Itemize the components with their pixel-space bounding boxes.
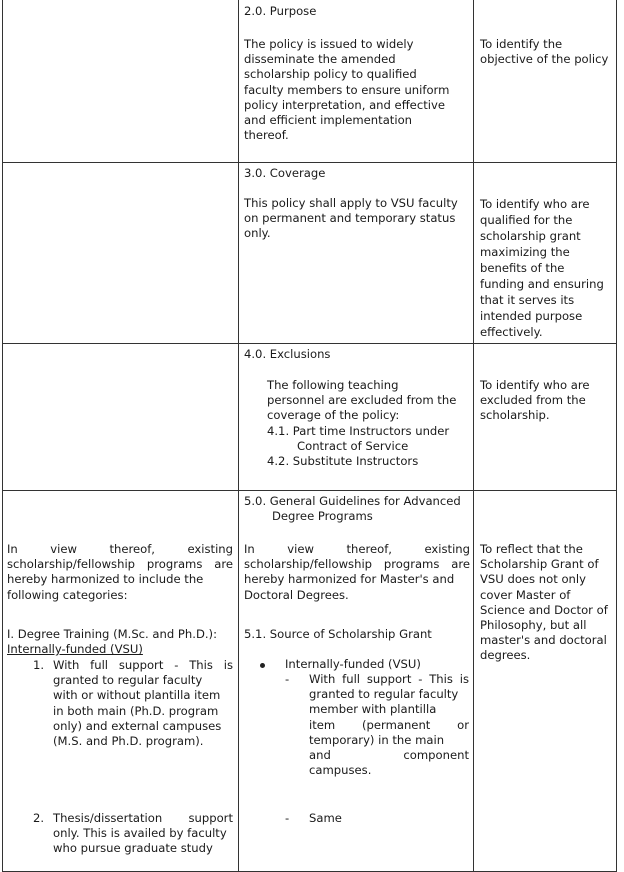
coverage-rationale-cell	[474, 163, 617, 344]
internally-funded-bullet: Internally-funded (VSU)	[285, 657, 421, 671]
item1-number: 1.	[33, 658, 45, 672]
source-of-grant-subheading: 5.1. Source of Scholarship Grant	[244, 627, 432, 641]
purpose-rationale: To identify the objective of the policy	[480, 37, 609, 67]
new-full-support: With full support - This is granted to regular faculty member with plantilla item (permanent or temporary) in the main and component campuses.	[309, 672, 469, 778]
guidelines-heading: 5.0. General Guidelines for Advanced Degree Programs	[244, 494, 461, 524]
purpose-body: The policy is issued to widely disseminate the amended scholarship policy to qualified faculty members to ensure uniform policy interpretation, and effective and efficient implementation thereof.	[244, 37, 450, 143]
item1-full-support: With full support - This is granted to regular faculty with or without plantilla item in both main (Ph.D. program only) and external campuses (M.S. and Ph.D. program).	[53, 658, 233, 749]
purpose-rationale-cell	[474, 0, 617, 163]
exclusions-intro: The following teaching personnel are excluded from the coverage of the policy:	[267, 378, 457, 423]
coverage-old-cell	[3, 163, 239, 344]
coverage-new-cell	[239, 163, 474, 344]
guidelines-old-intro: In view thereof, existing scholarship/fellowship programs are hereby harmonized to include the following categories:	[7, 542, 233, 602]
row-purpose	[3, 0, 617, 163]
row-coverage	[3, 163, 617, 344]
bullet-icon	[260, 663, 265, 668]
item2-number: 2.	[33, 811, 45, 825]
coverage-body: This policy shall apply to VSU faculty on permanent and temporary status only.	[244, 196, 458, 241]
guidelines-new-intro: In view thereof, existing scholarship/fellowship programs are hereby harmonized for Master's and Doctoral Degrees.	[244, 542, 470, 602]
coverage-rationale: To identify who are qualified for the scholarship grant maximizing the benefits of the funding and ensuring that it serves its intended purpose effectively.	[480, 197, 604, 339]
dash-marker: -	[285, 672, 290, 686]
guidelines-rationale-cell	[474, 491, 617, 872]
coverage-heading: 3.0. Coverage	[244, 166, 326, 180]
guidelines-old-cell	[3, 491, 239, 872]
same-label: Same	[309, 811, 342, 825]
internally-funded-label: Internally-funded (VSU)	[7, 642, 143, 657]
purpose-old-cell	[3, 0, 239, 163]
exclusions-rationale-cell	[474, 344, 617, 491]
row-exclusions	[3, 344, 617, 491]
policy-comparison-table	[2, 0, 617, 872]
exclusions-new-cell	[239, 344, 474, 491]
purpose-heading: 2.0. Purpose	[244, 4, 317, 18]
dash-marker-2: -	[285, 811, 290, 825]
purpose-new-cell	[239, 0, 474, 163]
exclusions-rationale: To identify who are excluded from the scholarship.	[480, 378, 590, 423]
exclusions-heading: 4.0. Exclusions	[244, 347, 331, 361]
guidelines-new-cell	[239, 491, 474, 872]
exclusions-old-cell	[3, 344, 239, 491]
row-guidelines	[3, 491, 617, 872]
item2-thesis-support: Thesis/dissertation support only. This is availed by faculty who pursue graduate study	[53, 811, 233, 856]
guidelines-rationale: To reflect that the Scholarship Grant of VSU does not only cover Master of Science and Doctor of Philosophy, but all master's and doctoral degrees.	[480, 542, 608, 663]
degree-training-category: I. Degree Training (M.Sc. and Ph.D.): Internally-funded (VSU)	[7, 627, 217, 657]
exclusions-items: 4.1. Part time Instructors under Contract of Service 4.2. Substitute Instructors	[267, 424, 450, 469]
